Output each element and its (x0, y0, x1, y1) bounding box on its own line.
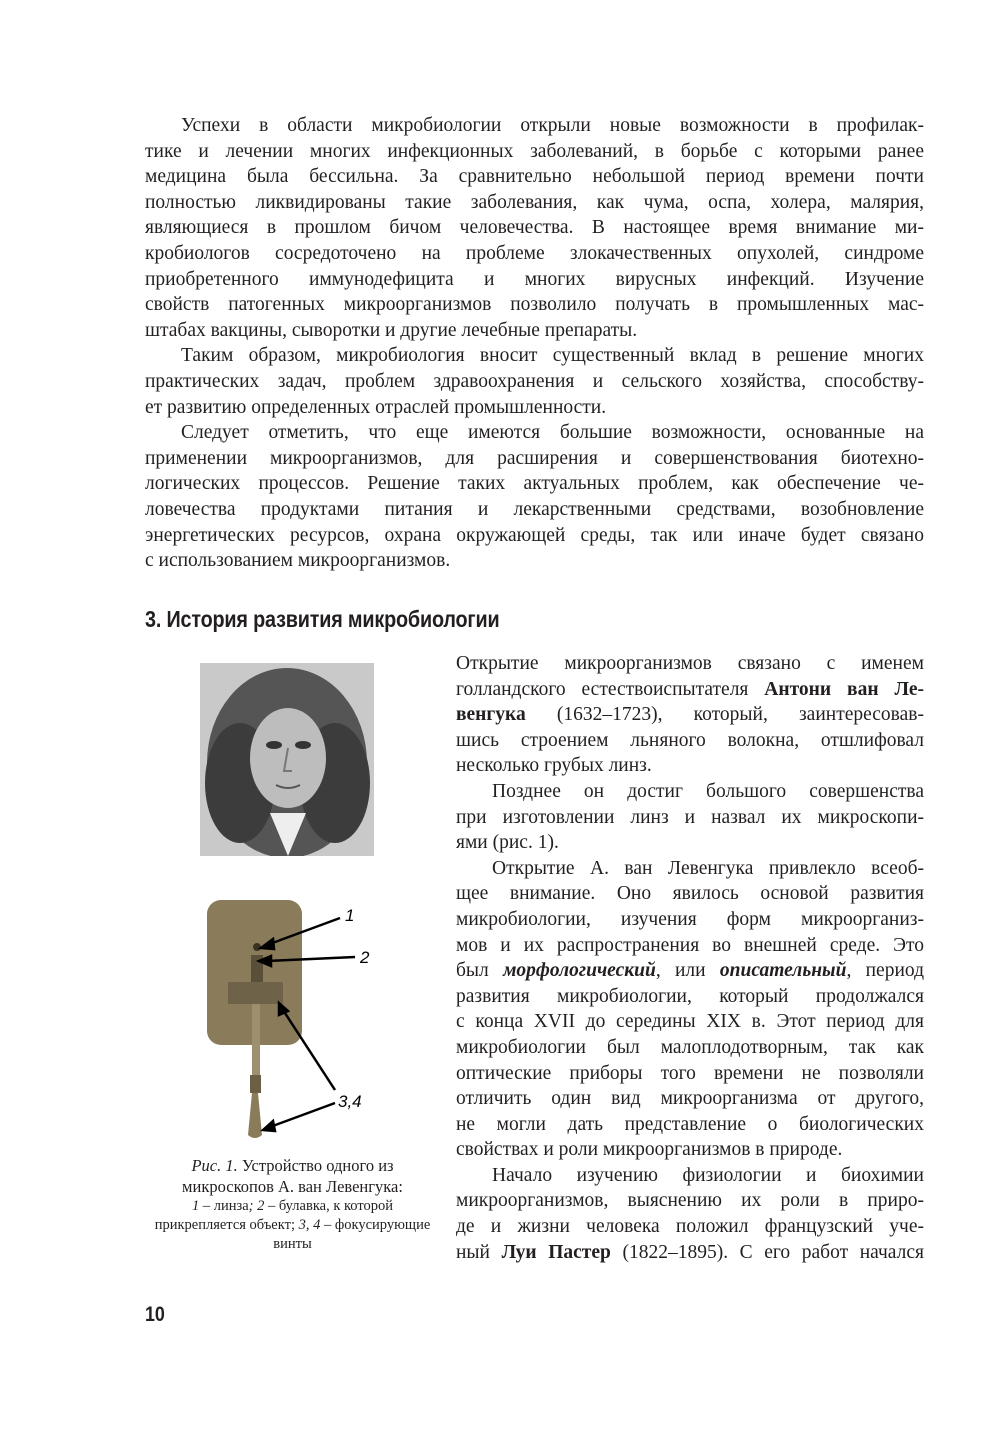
text-segment: развития микробиологии, который продолжался (456, 985, 924, 1007)
microscope-image (195, 895, 385, 1145)
text-segment: (1822–1895). С его работ начался (610, 1241, 924, 1263)
text-segment: практических задач, проблем здравоохранения и сельского хозяйства, способству- (145, 370, 924, 392)
text-line (145, 369, 924, 395)
text-segment: полностью ликвидированы такие заболевания, как чума, оспа, холера, малярия, (145, 191, 924, 213)
section-heading: 3. История развития микробиологии (145, 606, 500, 632)
text-segment: применении микроорганизмов, для расширения и совершенствования биотехно- (145, 447, 924, 469)
text-segment: де и жизни человека положил французский уче- (456, 1216, 924, 1238)
text-segment: штабах вакцины, сыворотки и другие лечебные препараты. (145, 319, 638, 341)
text-line (145, 420, 924, 446)
text-segment: являющиеся в прошлом бичом человечества. В настоящее время внимание ми- (145, 217, 924, 239)
caption-legend-part: 3, 4 (298, 1217, 321, 1233)
text-line (145, 241, 924, 267)
text-line (456, 984, 924, 1010)
figure-label-2: 2 (360, 948, 370, 967)
text-segment: Начало изучению физиологии и биохимии (492, 1164, 924, 1186)
text-line (145, 446, 924, 472)
text-segment: ловечества продуктами питания и лекарственными средствами, возобновление (145, 498, 924, 520)
text-line (456, 1035, 924, 1061)
text-segment: микробиологии был малоплодотворным, так как (456, 1036, 924, 1058)
text-line (145, 139, 924, 165)
text-line (145, 343, 924, 369)
text-segment: оптические приборы того времени не позволяли (456, 1062, 924, 1084)
text-segment: логических процессов. Решение таких актуальных проблем, как обеспечение че- (145, 473, 924, 495)
text-line (145, 113, 924, 139)
caption-prefix: Рис. 1. (191, 1156, 238, 1175)
text-line (456, 1163, 924, 1189)
text-segment: с конца XVII до середины XIX в. Этот период для (456, 1011, 924, 1033)
text-segment: несколько грубых линз. (456, 755, 652, 777)
emphasis-text: Луи Пастер (501, 1241, 611, 1263)
figure-caption (145, 1155, 440, 1254)
portrait-leeuwenhoek-image (200, 663, 374, 856)
text-line (456, 1061, 924, 1087)
text-line (145, 292, 924, 318)
text-segment: мов и их распространения во внешней среде. Это (456, 934, 924, 956)
text-segment: был (456, 960, 504, 982)
text-line (145, 523, 924, 549)
text-line (456, 702, 924, 728)
intro-paragraphs (145, 113, 924, 574)
text-line (456, 1214, 924, 1240)
caption-legend (145, 1197, 440, 1254)
text-line (145, 267, 924, 293)
text-line (145, 190, 924, 216)
text-segment: не могли дать представление о биологических (456, 1113, 924, 1135)
text-line (456, 1009, 924, 1035)
text-segment: энергетических ресурсов, охрана окружающей среды, так или иначе будет связано (145, 524, 924, 546)
text-segment: при изготовлении линз и назвал их микроскопи- (456, 806, 924, 828)
text-segment: Таким образом, микробиология вносит существенный вклад в решение многих (181, 345, 924, 367)
text-segment: шись строением льняного волокна, отшлифовал (456, 729, 924, 751)
caption-legend-part: – линза (199, 1198, 249, 1214)
text-segment: Открытие микроорганизмов связано с именем (456, 653, 924, 674)
text-segment: Позднее он достиг большого совершенства (492, 780, 924, 802)
text-segment: голландского естествоиспытателя (456, 678, 765, 700)
text-segment: свойствах и роли микроорганизмов в природе. (456, 1139, 843, 1161)
text-segment: ный (456, 1241, 502, 1263)
caption-legend-part: – фокусирующие винты (273, 1217, 431, 1252)
text-segment: щее внимание. Оно явилось основой развития (456, 883, 924, 905)
text-line (456, 779, 924, 805)
figure-label-3-4: 3,4 (338, 1092, 362, 1111)
emphasis-text: морфологический (503, 960, 656, 982)
text-segment: Успехи в области микробиологии открыли новые возможности в профилак- (181, 115, 924, 136)
text-line (145, 497, 924, 523)
text-line (456, 881, 924, 907)
text-line (456, 933, 924, 959)
text-line (456, 753, 924, 779)
text-segment: , или (655, 960, 720, 982)
text-line (145, 215, 924, 241)
emphasis-text: Антони ван Ле- (764, 678, 924, 700)
history-paragraphs (456, 651, 924, 1265)
caption-legend-part: 1 (191, 1198, 200, 1214)
text-line (456, 1086, 924, 1112)
text-line (456, 1137, 924, 1163)
caption-legend-part: – булавка, к которой прикрепляется объект; (154, 1198, 394, 1233)
text-line (145, 548, 924, 574)
text-segment: медицина была бессильна. За сравнительно небольшой период времени почти (145, 166, 924, 188)
emphasis-text: описательный (719, 960, 847, 982)
text-line (456, 805, 924, 831)
text-line (456, 958, 924, 984)
text-line (145, 395, 924, 421)
text-line (145, 164, 924, 190)
caption-main: Устройство одного из микроскопов А. ван Левенгука: (182, 1156, 403, 1196)
text-segment: кробиологов сосредоточено на проблеме злокачественных опухолей, синдроме (145, 242, 924, 264)
text-line (456, 1188, 924, 1214)
text-segment: , период (846, 960, 924, 982)
text-line (145, 471, 924, 497)
text-segment: с использованием микроорганизмов. (145, 550, 451, 572)
text-line (456, 728, 924, 754)
text-segment: микроорганизмов, выяснению их роли в приро- (456, 1190, 924, 1212)
text-segment: микробиологии, изучения форм микроорганиз- (456, 908, 924, 930)
text-line (456, 651, 924, 677)
caption-legend-part: ; 2 (248, 1198, 265, 1214)
text-segment: тике и лечении многих инфекционных заболеваний, в борьбе с которыми ранее (145, 140, 924, 162)
text-segment: отличить один вид микроорганизма от другого, (456, 1088, 924, 1110)
text-segment: приобретенного иммунодефицита и многих вирусных инфекций. Изучение (145, 268, 924, 290)
text-line (456, 907, 924, 933)
text-line (456, 856, 924, 882)
text-line (456, 1240, 924, 1266)
text-segment: (1632–1723), который, заинтересовав- (525, 704, 924, 726)
text-line (456, 677, 924, 703)
text-segment: Открытие А. ван Левенгука привлекло всеоб- (492, 857, 924, 879)
page-number: 10 (145, 1303, 165, 1326)
text-segment: ет развитию определенных отраслей промышленности. (145, 396, 607, 418)
text-segment: свойств патогенных микроорганизмов позволило получать в промышленных мас- (145, 294, 924, 316)
text-segment: Следует отметить, что еще имеются большие возможности, основанные на (181, 422, 924, 444)
figure-label-1: 1 (345, 906, 355, 925)
emphasis-text: венгука (456, 704, 526, 726)
text-line (456, 1112, 924, 1138)
text-segment: ями (рис. 1). (456, 832, 559, 854)
text-line (145, 318, 924, 344)
text-line (456, 830, 924, 856)
